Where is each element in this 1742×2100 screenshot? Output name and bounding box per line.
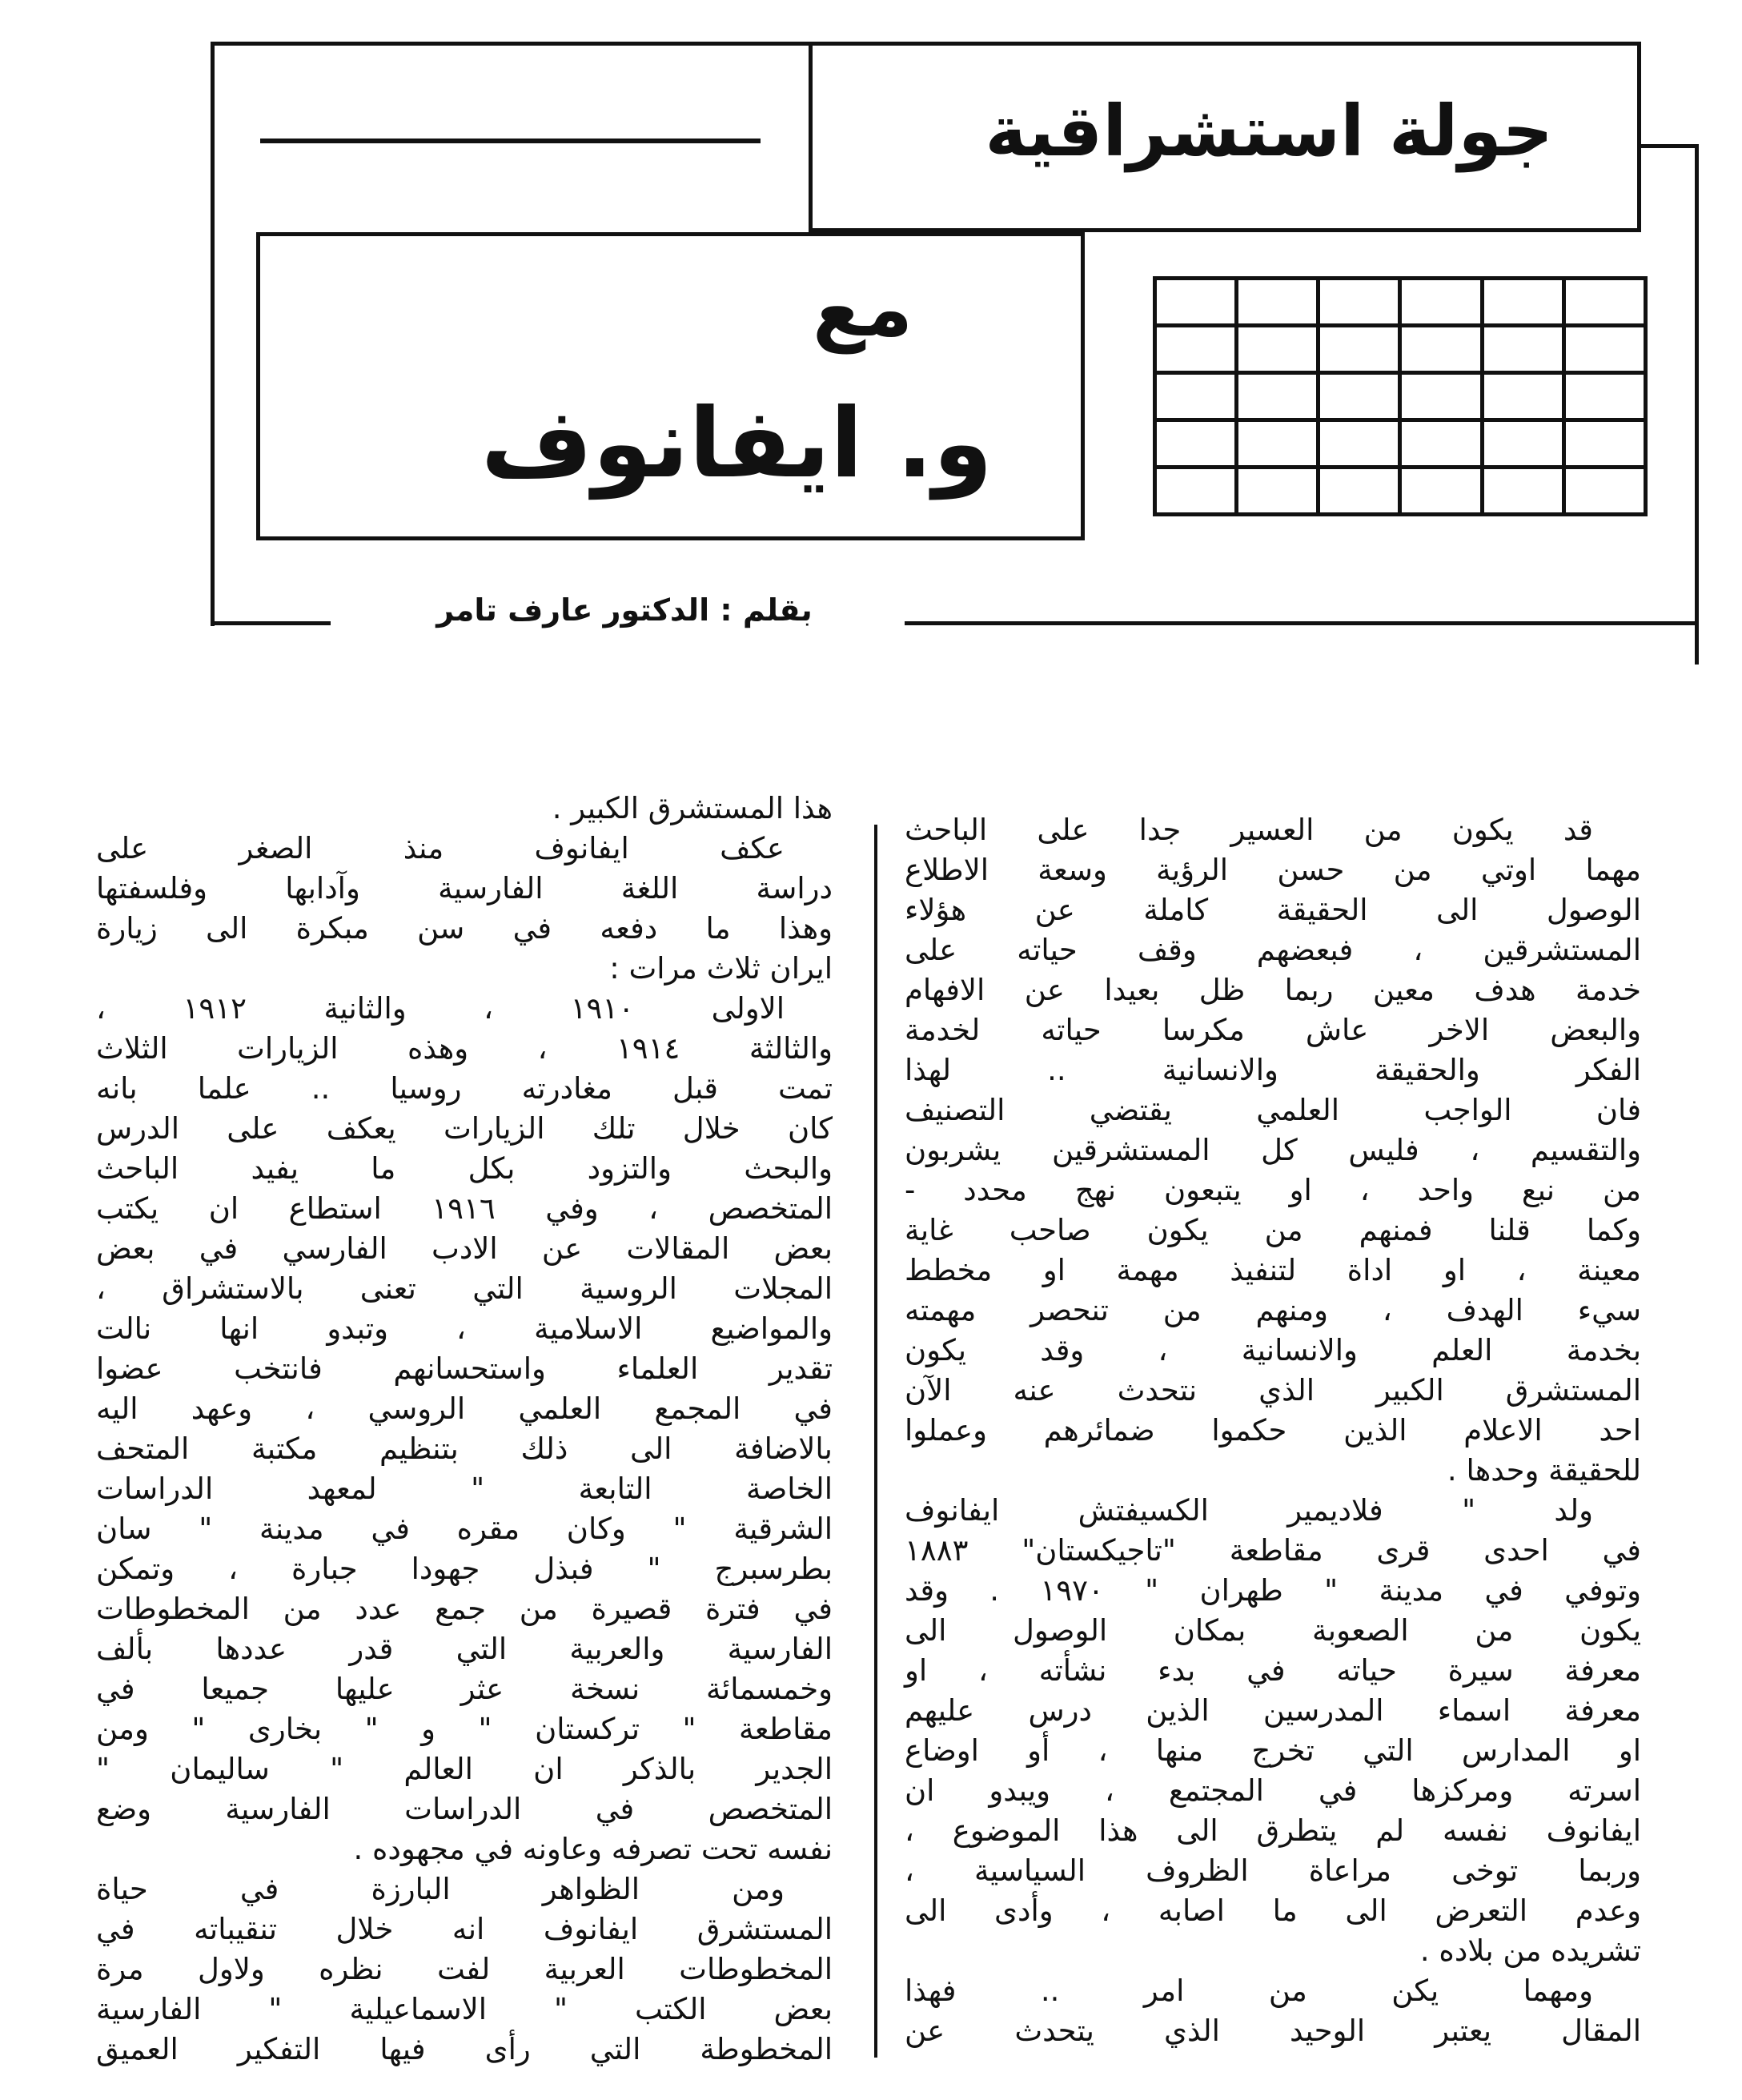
article-line: ايفانوف نفسه لم يتطرق الى هذا الموضوع ، — [905, 1813, 1641, 1848]
article-line: المتخصص ، وفي ١٩١٦ استطاع ان يكتب — [96, 1191, 833, 1226]
article-line: تقدير العلماء واستحسانهم فانتخب عضوا — [96, 1351, 833, 1386]
article-line: ولد " فلاديمير الكسيفتش ايفانوف — [905, 1493, 1593, 1528]
article-line: المتخصص في الدراسات الفارسية وضع — [96, 1792, 833, 1826]
article-left-column — [96, 789, 833, 2070]
frame-right-vertical — [1695, 144, 1699, 665]
article-line: الوصول الى الحقيقة كاملة عن هؤلاء — [905, 893, 1641, 927]
article-line: المستشرقين ، فبعضهم وقف حياته على — [905, 933, 1641, 967]
article-line: وكما قلنا فمنهم من يكون صاحب غاية — [905, 1213, 1641, 1247]
column-divider — [874, 825, 877, 2058]
article-line: مقاطعة " تركستان " و " بخارى " ومن — [96, 1712, 833, 1746]
article-line: المستشرق الكبير الذي نتحدث عنه الآن — [905, 1373, 1641, 1407]
article-line: بعض الكتب " الاسماعيلية " الفارسية — [96, 1992, 833, 2026]
with-word: مع — [812, 264, 913, 354]
byline: بقلم : الدكتور عارف تامر — [436, 592, 813, 628]
article-line: معينة ، او اداة لتنفيذ مهمة او مخطط — [905, 1253, 1641, 1287]
article-line: الخاصة التابعة " لمعهد الدراسات — [96, 1472, 833, 1506]
article-line: وهذا ما دفعه في سن مبكرة الى زيارة — [96, 911, 833, 946]
decorative-rule — [260, 139, 761, 143]
article-line: للحقيقة وحدها . — [1447, 1453, 1641, 1488]
article-line: المجلات الروسية التي تعنى بالاستشراق ، — [96, 1271, 833, 1306]
article-line: والبحث والتزود بكل ما يفيد الباحث — [96, 1151, 833, 1186]
frame-right-top-horizontal — [1641, 144, 1697, 148]
article-line: ومن الظواهر البارزة في حياة — [96, 1872, 785, 1906]
article-line: الجدير بالذكر ان العالم " ساليمان " — [96, 1752, 833, 1786]
article-line: اسرته ومركزها في المجتمع ، ويبدو ان — [905, 1773, 1641, 1808]
article-line: والبعض الاخر عاش مكرسا حياته لخدمة — [905, 1013, 1641, 1047]
article-line: بعض المقالات عن الادب الفارسي في بعض — [96, 1231, 833, 1266]
article-line: وتوفي في مدينة " طهران " ١٩٧٠ . وقد — [905, 1573, 1641, 1608]
article-line: والمواضيع الاسلامية ، وتبدو انها نالت — [96, 1311, 833, 1346]
article-line: من نبع واحد ، او يتبعون نهج محدد - — [905, 1173, 1641, 1207]
article-line: بطرسبرج " فبذل جهودا جبارة ، وتمكن — [96, 1552, 833, 1586]
series-title: جولة استشراقية — [985, 90, 1553, 172]
article-line: في المجمع العلمي الروسي ، وعهد اليه — [96, 1391, 833, 1426]
article-line: المستشرق ايفانوف انه خلال تنقيباته في — [96, 1912, 833, 1946]
article-line: او المدارس التي تخرج منها ، أو اوضاع — [905, 1733, 1641, 1768]
article-line: وربما توخى مراعاة الظروف السياسية ، — [905, 1853, 1641, 1888]
article-line: مهما اوتي من حسن الرؤية وسعة الاطلاع — [905, 853, 1641, 887]
article-line: بالاضافة الى ذلك بتنظيم مكتبة المتحف — [96, 1431, 833, 1466]
article-line: بخدمة العلم والانسانية ، وقد يكون — [905, 1333, 1641, 1367]
article-line: تشريده من بلاده . — [1419, 1933, 1641, 1968]
article-line: المقال يعتبر الوحيد الذي يتحدث عن — [905, 2014, 1641, 2048]
article-line: هذا المستشرق الكبير . — [552, 791, 833, 825]
article-line: تمت قبل مغادرته روسيا .. علما بانه — [96, 1071, 833, 1106]
decorative-grid — [1153, 276, 1648, 516]
frame-bottom-right-horizontal — [905, 621, 1697, 625]
article-line: سيء الهدف ، ومنهم من تنحصر مهمته — [905, 1293, 1641, 1327]
article-line: فان الواجب العلمي يقتضي التصنيف — [905, 1093, 1641, 1127]
article-line: كان خلال تلك الزيارات يعكف على الدرس — [96, 1111, 833, 1146]
article-line: معرفة اسماء المدرسين الذين درس عليهم — [905, 1693, 1641, 1728]
article-line: قد يكون من العسير جدا على الباحث — [905, 813, 1593, 847]
frame-left-vertical — [211, 42, 215, 626]
article-line: المخطوطة التي رأى فيها التفكير العميق — [96, 2032, 833, 2066]
article-line: خدمة هدف معين ربما ظل بعيدا عن الافهام — [905, 973, 1641, 1007]
article-line: الاولى ١٩١٠ ، والثانية ١٩١٢ ، — [96, 991, 785, 1026]
article-right-column — [905, 810, 1641, 2051]
article-line: ومهما يكن من امر .. فهذا — [905, 1974, 1593, 2008]
article-line: في احدى قرى مقاطعة "تاجيكستان" ١٨٨٣ — [905, 1533, 1641, 1568]
frame-bottom-left-horizontal — [211, 621, 331, 625]
article-line: يكون من الصعوبة بمكان الوصول الى — [905, 1613, 1641, 1648]
article-line: دراسة اللغة الفارسية وآدابها وفلسفتها — [96, 871, 833, 905]
article-line: معرفة سيرة حياته في بدء نشأته ، او — [905, 1653, 1641, 1688]
article-line: الفكر والحقيقة والانسانية .. لهذا — [905, 1053, 1641, 1087]
article-line: في فترة قصيرة من جمع عدد من المخطوطات — [96, 1592, 833, 1626]
article-line: الفارسية والعربية التي قدر عددها بألف — [96, 1632, 833, 1666]
article-line: احد الاعلام الذين حكموا ضمائرهم وعملوا — [905, 1413, 1641, 1448]
article-line: وخمسمائة نسخة عثر عليها جميعا في — [96, 1672, 833, 1706]
article-line: نفسه تحت تصرفه وعاونه في مجهوده . — [353, 1832, 833, 1866]
article-line: وعدم التعرض الى ما اصابه ، وأدى الى — [905, 1893, 1641, 1928]
frame-top-left-horizontal — [211, 42, 811, 46]
article-line: الشرقية " وكان مقره في مدينة " سان — [96, 1512, 833, 1546]
article-line: والثالثة ١٩١٤ ، وهذه الزيارات الثلاث — [96, 1031, 833, 1066]
subject-name: و. ايفانوف — [480, 388, 993, 500]
article-line: المخطوطات العربية لفت نظره ولاول مرة — [96, 1952, 833, 1986]
article-line: والتقسيم ، فليس كل المستشرقين يشربون — [905, 1133, 1641, 1167]
article-line: عكف ايفانوف منذ الصغر على — [96, 831, 785, 865]
article-line: ايران ثلاث مرات : — [609, 951, 833, 986]
